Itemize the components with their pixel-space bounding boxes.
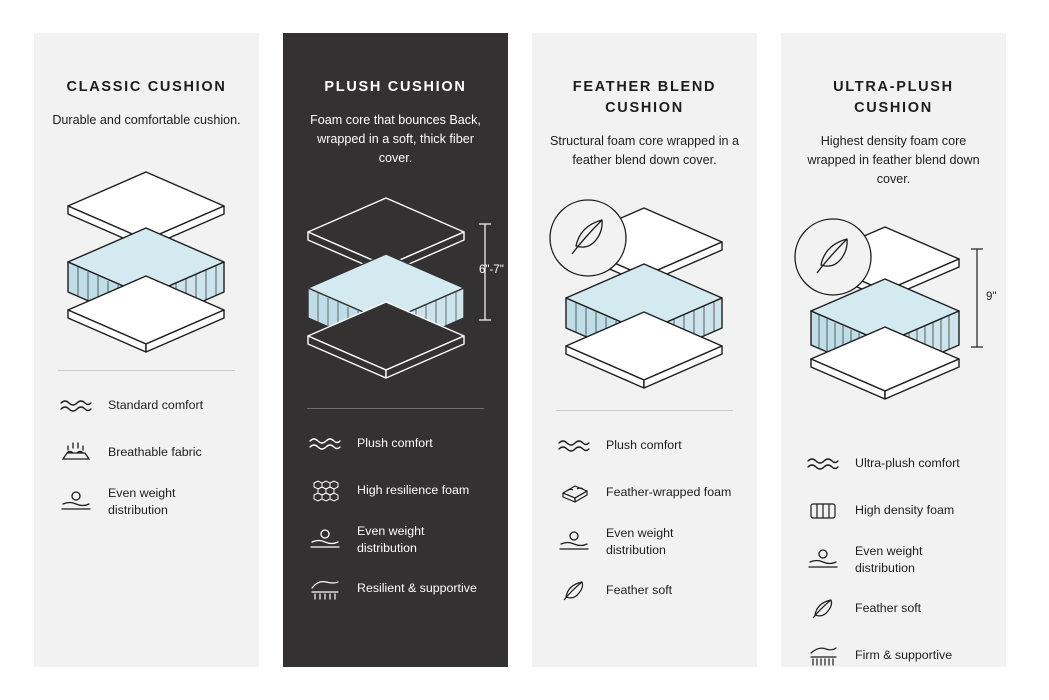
feature-item (307, 523, 484, 557)
product-card-feather-blend-cushion[interactable] (532, 33, 757, 667)
height-label: 9" (986, 290, 997, 303)
product-card-classic-cushion[interactable] (34, 33, 259, 667)
even-weight-icon (805, 545, 841, 575)
feature-label: Plush comfort (357, 436, 433, 451)
height-measure-bracket (971, 249, 983, 347)
feature-label: Plush comfort (606, 438, 682, 453)
wave-icon (307, 429, 343, 459)
high-density-foam-icon (805, 496, 841, 526)
feature-item (805, 449, 982, 479)
height-label: 6"-7" (479, 263, 504, 276)
feature-list (532, 431, 757, 606)
even-weight-icon (556, 527, 592, 557)
feature-item (556, 525, 733, 559)
feature-label: Feather-wrapped foam (606, 485, 732, 500)
feature-item (805, 496, 982, 526)
wave-icon (556, 431, 592, 461)
feature-item (307, 429, 484, 459)
feature-label: Resilient & supportive (357, 581, 477, 596)
cushion-layers-illustration (283, 178, 508, 408)
feature-label: High density foam (855, 503, 955, 518)
feature-label: Breathable fabric (108, 445, 202, 460)
feature-item (307, 574, 484, 604)
card-title: FEATHER BLEND CUSHION (572, 79, 717, 117)
card-description: Structural foam core wrapped in a feather blend down cover. (550, 134, 739, 167)
card-title: ULTRA-PLUSH CUSHION (833, 79, 954, 117)
feature-label: Firm & supportive (855, 648, 953, 663)
feature-item (805, 594, 982, 624)
divider (307, 408, 484, 409)
breathable-fabric-icon (58, 438, 94, 468)
feature-label: Standard comfort (108, 398, 204, 413)
feature-item (58, 438, 235, 468)
feature-label: Feather soft (606, 583, 673, 598)
cushion-layers-illustration (781, 199, 1006, 429)
feature-list (283, 429, 508, 604)
card-description: Durable and comfortable cushion. (52, 113, 241, 128)
card-title: PLUSH CUSHION (324, 79, 467, 95)
honeycomb-icon (307, 476, 343, 506)
card-description: Highest density foam core wrapped in feather blend down cover. (807, 134, 980, 186)
feather-wrapped-foam-icon (556, 478, 592, 508)
feature-label: Ultra-plush comfort (855, 456, 960, 471)
feature-item (805, 641, 982, 667)
feature-label: Even weight distribution (357, 523, 425, 555)
wave-icon (58, 391, 94, 421)
feature-list (34, 391, 259, 519)
feature-item (556, 431, 733, 461)
feature-item (58, 485, 235, 519)
feature-item (805, 543, 982, 577)
wave-icon (805, 449, 841, 479)
even-weight-icon (58, 487, 94, 517)
card-title: CLASSIC CUSHION (66, 79, 227, 95)
card-description: Foam core that bounces Back, wrapped in a soft, thick fiber cover. (310, 113, 481, 165)
divider (58, 370, 235, 371)
feature-item (58, 391, 235, 421)
cushion-layers-illustration (532, 180, 757, 410)
feature-label: Even weight distribution (108, 485, 176, 518)
feature-label: Feather soft (855, 601, 922, 616)
feature-item (556, 576, 733, 606)
leaf-badge-icon (795, 219, 871, 295)
leaf-badge-icon (550, 200, 626, 276)
feature-item (556, 478, 733, 508)
feature-label: Even weight distribution (855, 543, 923, 575)
even-weight-icon (307, 525, 343, 555)
resilient-support-icon (307, 574, 343, 604)
feather-icon (556, 576, 592, 606)
feature-label: High resilience foam (357, 483, 470, 498)
cushion-layers-illustration (34, 140, 259, 370)
feature-label: Even weight distribution (606, 525, 674, 557)
feature-item (307, 476, 484, 506)
product-card-ultra-plush-cushion[interactable] (781, 33, 1006, 667)
feather-icon (805, 594, 841, 624)
firm-support-icon (805, 641, 841, 667)
divider (556, 410, 733, 411)
product-card-plush-cushion[interactable] (283, 33, 508, 667)
feature-list (781, 449, 1006, 667)
